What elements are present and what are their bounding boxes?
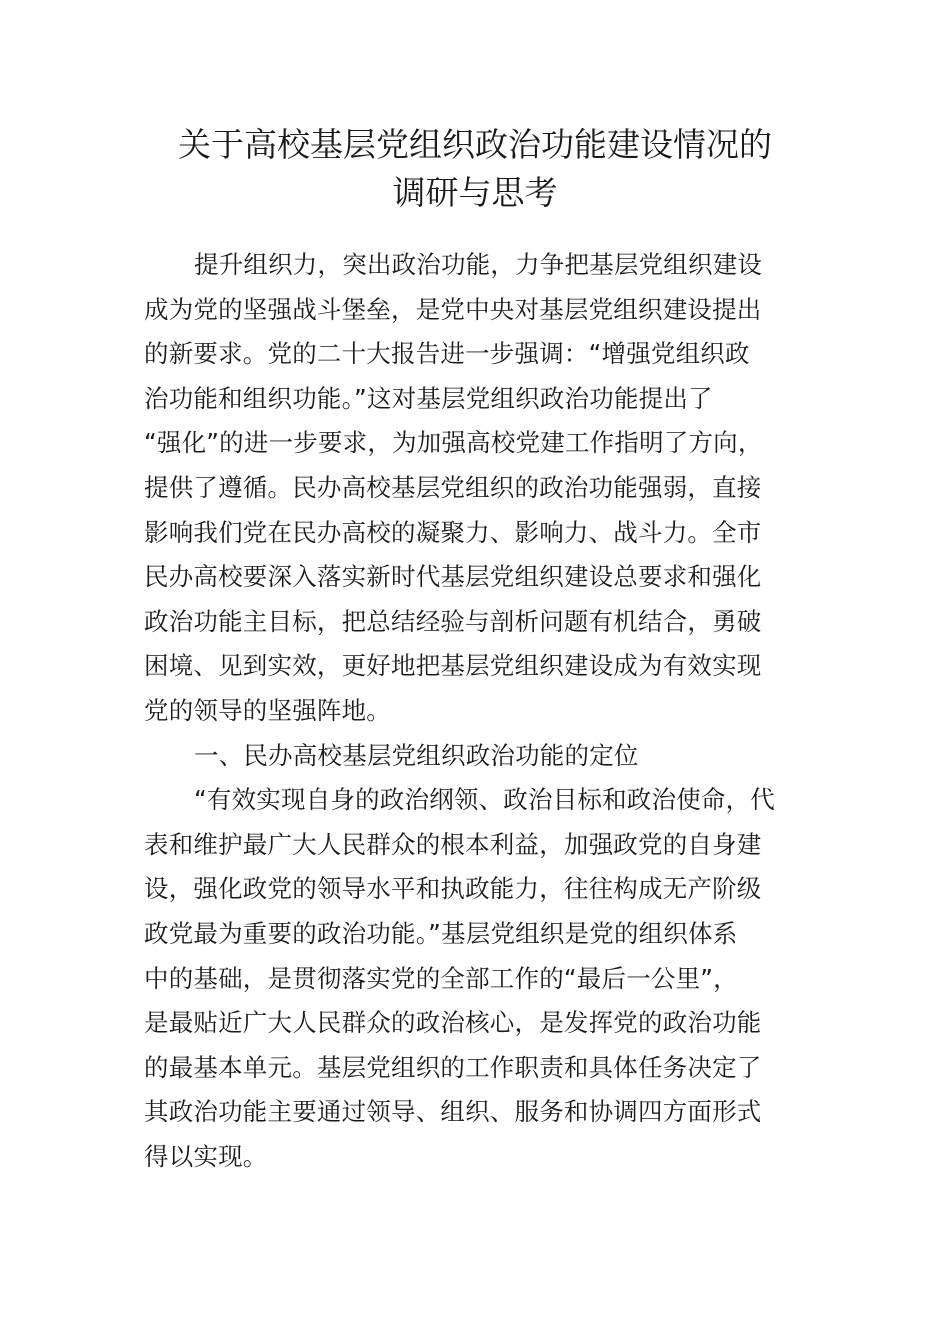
paragraph-1-line: 政治功能主目标，把总结经验与剖析问题有机结合，勇破: [144, 606, 762, 636]
document-title-line-1: 关于高校基层党组织政治功能建设情况的: [178, 125, 772, 164]
document-title-line-2: 调研与思考: [392, 173, 558, 212]
paragraph-1-line: 民办高校要深入落实新时代基层党组织建设总要求和强化: [144, 562, 762, 592]
paragraph-1-line: 成为党的坚强战斗堡垒，是党中央对基层党组织建设提出: [144, 294, 762, 324]
paragraph-1-line: 影响我们党在民办高校的凝聚力、影响力、战斗力。全市: [144, 517, 762, 547]
paragraph-1-line: 治功能和组织功能。”这对基层党组织政治功能提出了: [144, 383, 713, 413]
section-heading-1: 一、民办高校基层党组织政治功能的定位: [194, 740, 639, 770]
paragraph-2-line: “有效实现自身的政治纲领、政治目标和政治使命，代: [194, 785, 775, 815]
paragraph-1-line: 提供了遵循。民办高校基层党组织的政治功能强弱，直接: [144, 472, 762, 502]
paragraph-1-line: 的新要求。党的二十大报告进一步强调：“增强党组织政: [144, 339, 750, 369]
paragraph-2-line: 中的基础，是贯彻落实党的全部工作的“最后一公里”，: [144, 963, 738, 993]
document-body: [144, 243, 804, 1179]
paragraph-1-line: “强化”的进一步要求，为加强高校党建工作指明了方向，: [144, 428, 763, 458]
paragraph-1-line: 提升组织力，突出政治功能，力争把基层党组织建设: [194, 250, 763, 279]
paragraph-2-line: 政党最为重要的政治功能。”基层党组织是党的组织体系: [144, 918, 738, 948]
paragraph-1-line: 党的领导的坚强阵地。: [144, 695, 391, 725]
paragraph-2-line: 是最贴近广大人民群众的政治核心，是发挥党的政治功能: [144, 1008, 762, 1038]
paragraph-2-line: 得以实现。: [144, 1141, 268, 1171]
paragraph-2-line: 的最基本单元。基层党组织的工作职责和具体任务决定了: [144, 1052, 762, 1082]
paragraph-2-line: 表和维护最广大人民群众的根本利益，加强政党的自身建: [144, 829, 762, 859]
paragraph-2-line: 设，强化政党的领导水平和执政能力，往往构成无产阶级: [144, 874, 762, 904]
paragraph-2-line: 其政治功能主要通过领导、组织、服务和协调四方面形式: [144, 1097, 762, 1127]
paragraph-1-line: 困境、见到实效，更好地把基层党组织建设成为有效实现: [144, 651, 762, 681]
